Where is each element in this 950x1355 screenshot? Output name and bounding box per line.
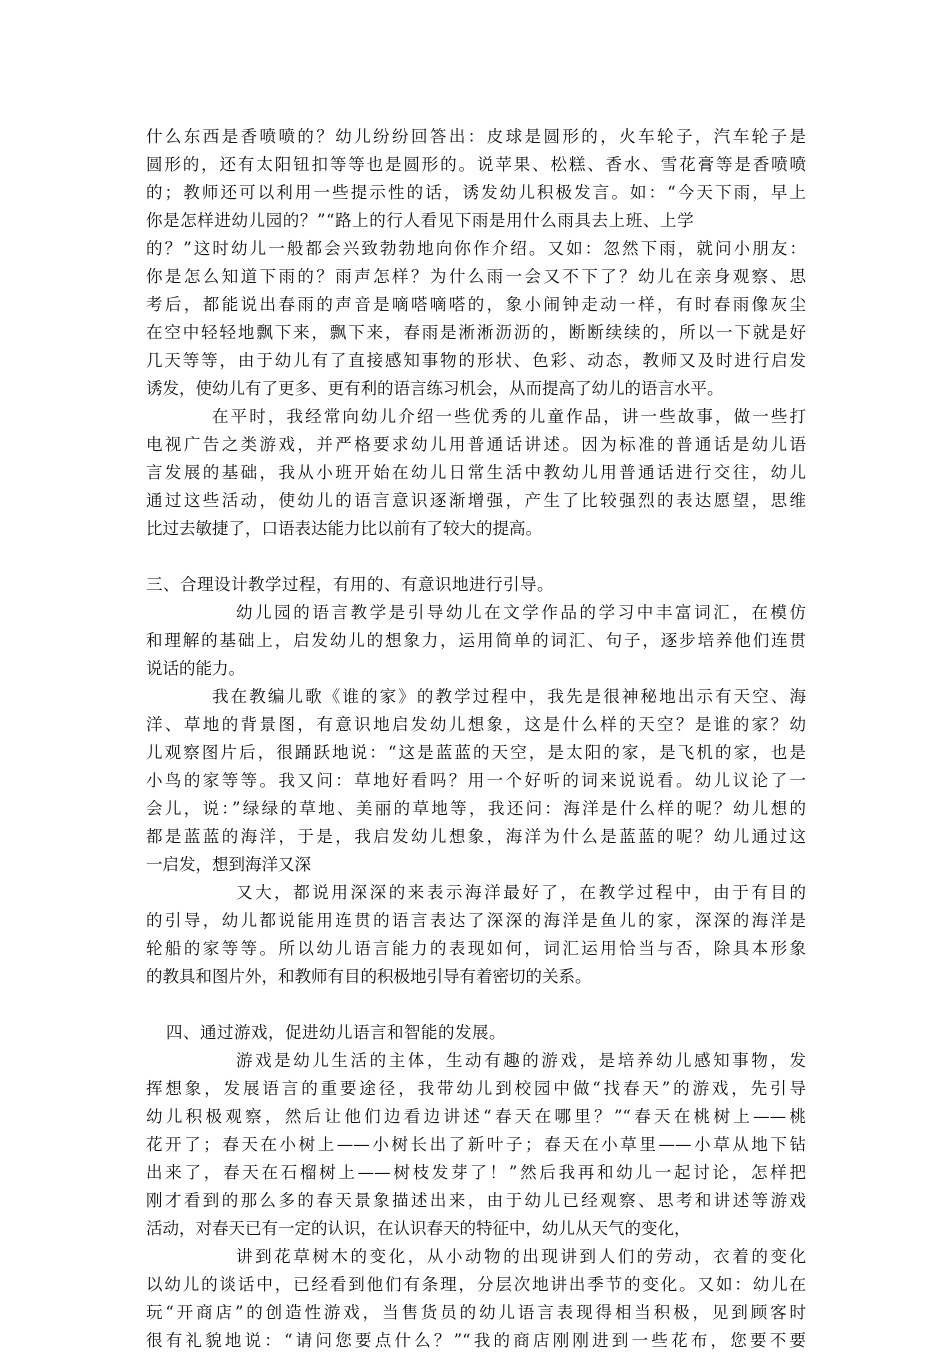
text-line: 挥想象，发展语言的重要途径，我带幼儿到校园中做“找春天”的游戏，先引导 bbox=[146, 1079, 806, 1098]
paragraph-first-line: 幼儿园的语言教学是引导幼儿在文学作品的学习中丰富词汇，在模仿 bbox=[236, 603, 806, 622]
section-heading: 三、合理设计教学过程，有用的、有意识地进行引导。 bbox=[146, 575, 554, 594]
paragraph-first-line: 又大，都说用深深的来表示海洋最好了，在教学过程中，由于有目的 bbox=[236, 883, 806, 902]
text-line: 小鸟的家等等。我又问：草地好看吗？用一个好听的词来说说看。幼儿议论了一 bbox=[146, 771, 806, 790]
paragraph-first-line: 讲到花草树木的变化，从小动物的出现讲到人们的劳动，衣着的变化 bbox=[236, 1247, 806, 1266]
text-line: 幼儿积极观察，然后让他们边看边讲述“春天在哪里？”“春天在桃树上——桃 bbox=[146, 1107, 806, 1126]
text-line: 言发展的基础，我从小班开始在幼儿日常生活中教幼儿用普通话进行交往，幼儿 bbox=[146, 463, 806, 482]
text-line: 都是蓝蓝的海洋，于是，我启发幼儿想象，海洋为什么是蓝蓝的呢？幼儿通过这 bbox=[146, 827, 806, 846]
text-line: 儿观察图片后，很踊跃地说：“这是蓝蓝的天空，是太阳的家，是飞机的家，也是 bbox=[146, 743, 806, 762]
text-line: 诱发，使幼儿有了更多、更有利的语言练习机会，从而提高了幼儿的语言水平。 bbox=[146, 379, 724, 398]
text-line: 说话的能力。 bbox=[146, 659, 245, 678]
paragraph-first-line: 在平时，我经常向幼儿介绍一些优秀的儿童作品，讲一些故事，做一些打 bbox=[212, 407, 806, 426]
text-line: 在空中轻轻地飘下来，飘下来，春雨是淅淅沥沥的，断断续续的，所以一下就是好 bbox=[146, 323, 806, 342]
text-line: 和理解的基础上，启发幼儿的想象力，运用简单的词汇、句子，逐步培养他们连贯 bbox=[146, 631, 806, 650]
text-line: 以幼儿的谈话中，已经看到他们有条理，分层次地讲出季节的变化。又如：幼儿在 bbox=[146, 1275, 806, 1294]
paragraph-first-line: 我在教编儿歌《谁的家》的教学过程中，我先是很神秘地出示有天空、海 bbox=[212, 687, 806, 706]
text-line: 很有礼貌地说：“请问您要点什么？”“我的商店刚刚进到一些花布，您要不要 bbox=[146, 1331, 806, 1350]
text-line: 考后，都能说出春雨的声音是嘀嗒嘀嗒的，象小闹钟走动一样，有时春雨像灰尘 bbox=[146, 295, 806, 314]
text-line: 电视广告之类游戏，并严格要求幼儿用普通话讲述。因为标准的普通话是幼儿语 bbox=[146, 435, 806, 454]
text-line: 活动，对春天已有一定的认识，在认识春天的特征中，幼儿从天气的变化， bbox=[146, 1219, 691, 1238]
text-line: 出来了，春天在石榴树上——树枝发芽了！”然后我再和幼儿一起讨论，怎样把 bbox=[146, 1163, 806, 1182]
text-line: 什么东西是香喷喷的？幼儿纷纷回答出：皮球是圆形的，火车轮子，汽车轮子是 bbox=[146, 127, 806, 146]
text-line: 你是怎么知道下雨的？雨声怎样？为什么雨一会又不下了？幼儿在亲身观察、思 bbox=[146, 267, 806, 286]
text-line: 洋、草地的背景图，有意识地启发幼儿想象，这是什么样的天空？是谁的家？幼 bbox=[146, 715, 806, 734]
text-line: 一启发，想到海洋又深 bbox=[146, 855, 311, 874]
text-line: 通过这些活动，使幼儿的语言意识逐渐增强，产生了比较强烈的表达愿望，思维 bbox=[146, 491, 806, 510]
section-heading: 四、通过游戏，促进幼儿语言和智能的发展。 bbox=[166, 1023, 506, 1042]
paragraph-first-line: 游戏是幼儿生活的主体，生动有趣的游戏，是培养幼儿感知事物，发 bbox=[236, 1051, 806, 1070]
text-line: 圆形的，还有太阳钮扣等等也是圆形的。说苹果、松糕、香水、雪花膏等是香喷喷 bbox=[146, 155, 806, 174]
text-line: 比过去敏捷了，口语表达能力比以前有了较大的提高。 bbox=[146, 519, 542, 538]
text-line: 的引导，幼儿都说能用连贯的语言表达了深深的海洋是鱼儿的家，深深的海洋是 bbox=[146, 911, 806, 930]
text-line: 花开了；春天在小树上——小树长出了新叶子；春天在小草里——小草从地下钻 bbox=[146, 1135, 806, 1154]
text-line: 的教具和图片外，和教师有目的积极地引导有着密切的关系。 bbox=[146, 967, 592, 986]
text-line: 刚才看到的那么多的春天景象描述出来，由于幼儿已经观察、思考和讲述等游戏 bbox=[146, 1191, 806, 1210]
text-line: 玩“开商店”的创造性游戏，当售货员的幼儿语言表现得相当积极，见到顾客时 bbox=[146, 1303, 806, 1322]
text-line: 会儿，说：”绿绿的草地、美丽的草地等，我还问：海洋是什么样的呢？幼儿想的 bbox=[146, 799, 806, 818]
text-line: 的；教师还可以利用一些提示性的话，诱发幼儿积极发言。如：“今天下雨，早上 bbox=[146, 183, 806, 202]
text-line: 轮船的家等等。所以幼儿语言能力的表现如何，词汇运用恰当与否，除具本形象 bbox=[146, 939, 806, 958]
text-line: 的？”这时幼儿一般都会兴致勃勃地向你作介绍。又如：忽然下雨，就问小朋友： bbox=[146, 239, 806, 258]
text-line: 几天等等，由于幼儿有了直接感知事物的形状、色彩、动态，教师又及时进行启发 bbox=[146, 351, 806, 370]
text-line: 你是怎样进幼儿园的？”“路上的行人看见下雨是用什么雨具去上班、上学 bbox=[146, 211, 695, 230]
